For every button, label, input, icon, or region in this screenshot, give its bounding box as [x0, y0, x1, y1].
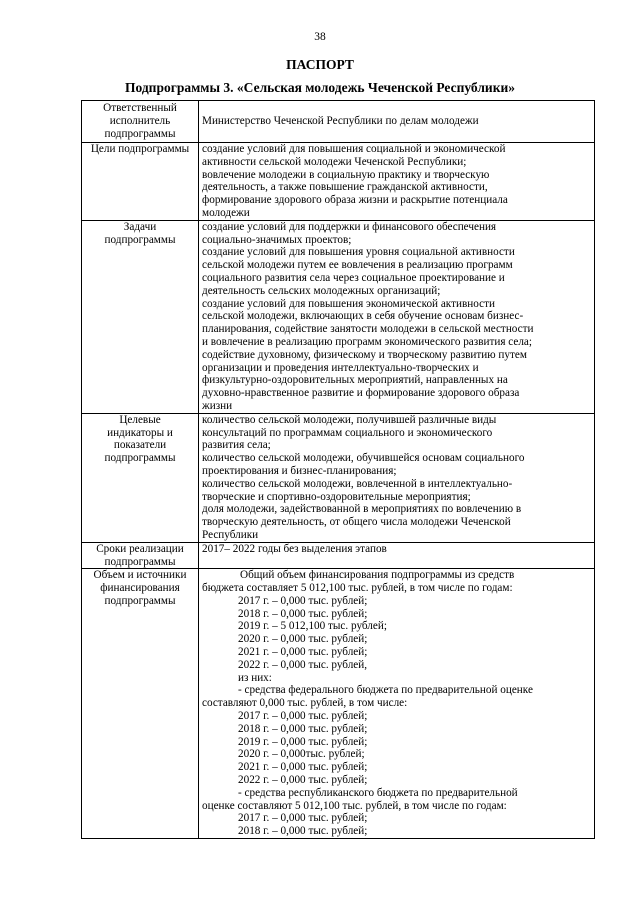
- republic-intro-2: оценке составляют 5 012,100 тыс. рублей, в том числе по годам:: [202, 799, 507, 812]
- row-goals: [82, 143, 595, 221]
- funding-year-line: 2020 г. – 0,000 тыс. рублей;: [238, 633, 368, 646]
- row-terms: [82, 542, 595, 569]
- federal-intro-1: - средства федерального бюджета по предварительной оценке: [238, 684, 533, 697]
- row-indicators: [82, 413, 595, 542]
- goals-label: Цели подпрограммы: [82, 143, 199, 221]
- federal-intro-2: составляют 0,000 тыс. рублей, в том числе:: [202, 697, 408, 710]
- republic-year-line: 2018 г. – 0,000 тыс. рублей;: [238, 825, 368, 838]
- federal-year-line: 2020 г. – 0,000тыс. рублей;: [238, 748, 365, 761]
- tasks-label: Задачи подпрограммы: [82, 220, 199, 413]
- funding-intro-1: Общий объем финансирования подпрограммы из средств: [240, 569, 515, 582]
- funding-intro-2: бюджета составляет 5 012,100 тыс. рублей, в том числе по годам:: [202, 582, 513, 595]
- funding-value: [199, 569, 595, 839]
- indicators-label: Целевые индикаторы и показатели подпрограммы: [82, 413, 199, 542]
- federal-year-line: 2017 г. – 0,000 тыс. рублей;: [238, 710, 368, 723]
- funding-of-them: из них:: [238, 671, 272, 684]
- row-tasks: [82, 220, 595, 413]
- federal-year-line: 2021 г. – 0,000 тыс. рублей;: [238, 761, 368, 774]
- federal-year-line: 2022 г. – 0,000 тыс. рублей;: [238, 774, 368, 787]
- row-executor: [82, 101, 595, 143]
- republic-intro-1: - средства республиканского бюджета по предварительной: [238, 786, 518, 799]
- row-funding: [82, 569, 595, 839]
- terms-value: 2017– 2022 годы без выделения этапов: [199, 542, 595, 569]
- federal-year-line: 2019 г. – 0,000 тыс. рублей;: [238, 735, 368, 748]
- executor-value: Министерство Чеченской Республики по делам молодежи: [199, 101, 595, 143]
- funding-year-line: 2021 г. – 0,000 тыс. рублей;: [238, 646, 368, 659]
- page-number: 38: [314, 31, 326, 43]
- tasks-value: создание условий для поддержки и финансового обеспечения социально-значимых проектов; создание условий для повышения уровня социальной активности сельской молодежи путем ее вовлечения в реализацию программ социального развития села через социальное проектирование и деятельность сельских молодежных организаций; создание условий для повышения экономической активности сельской молодежи, включающих в себя обучение основам бизнес- планирования, содействие занятости молодежи в сельской местности и вовлечение в реализацию программ экономического развития села; содействие духовному, физическому и творческому развитию путем организации и проведения интеллектуально-творческих и физкультурно-оздоровительных мероприятий, направленных на духовно-нравственное развитие и формирование здорового образа жизни: [199, 220, 595, 413]
- funding-year-line: 2017 г. – 0,000 тыс. рублей;: [238, 594, 368, 607]
- republic-year-line: 2017 г. – 0,000 тыс. рублей;: [238, 812, 368, 825]
- document-subtitle: Подпрограммы 3. «Сельская молодежь Чеченской Республики»: [124, 80, 516, 95]
- document-title: ПАСПОРТ: [286, 57, 354, 72]
- goals-value: создание условий для повышения социальной и экономической активности сельской молодежи Чеченской Республики; вовлечение молодежи в социальную практику и творческую деятельность, а также повышение гражданской активности, формирование здорового образа жизни и раскрытие потенциала молодежи: [199, 143, 595, 221]
- funding-year-line: 2019 г. – 5 012,100 тыс. рублей;: [238, 620, 387, 633]
- funding-year-line: 2018 г. – 0,000 тыс. рублей;: [238, 607, 368, 620]
- passport-table: [81, 100, 595, 839]
- funding-year-line: 2022 г. – 0,000 тыс. рублей,: [238, 658, 368, 671]
- terms-label: Сроки реализации подпрограммы: [82, 542, 199, 569]
- indicators-value: количество сельской молодежи, получившей различные виды консультаций по программам социального и экономического развития села; количество сельской молодежи, обучившейся основам социального проектирования и бизнес-планирования; количество сельской молодежи, вовлеченной в интеллектуально- творческие и спортивно-оздоровительные мероприятия; доля молодежи, задействованной в мероприятиях по вовлечению в творческую деятельность, от общего числа молодежи Чеченской Республики: [199, 413, 595, 542]
- executor-label: Ответственный исполнитель подпрограммы: [82, 101, 199, 143]
- federal-year-line: 2018 г. – 0,000 тыс. рублей;: [238, 722, 368, 735]
- funding-label: Объем и источники финансирования подпрограммы: [82, 569, 199, 839]
